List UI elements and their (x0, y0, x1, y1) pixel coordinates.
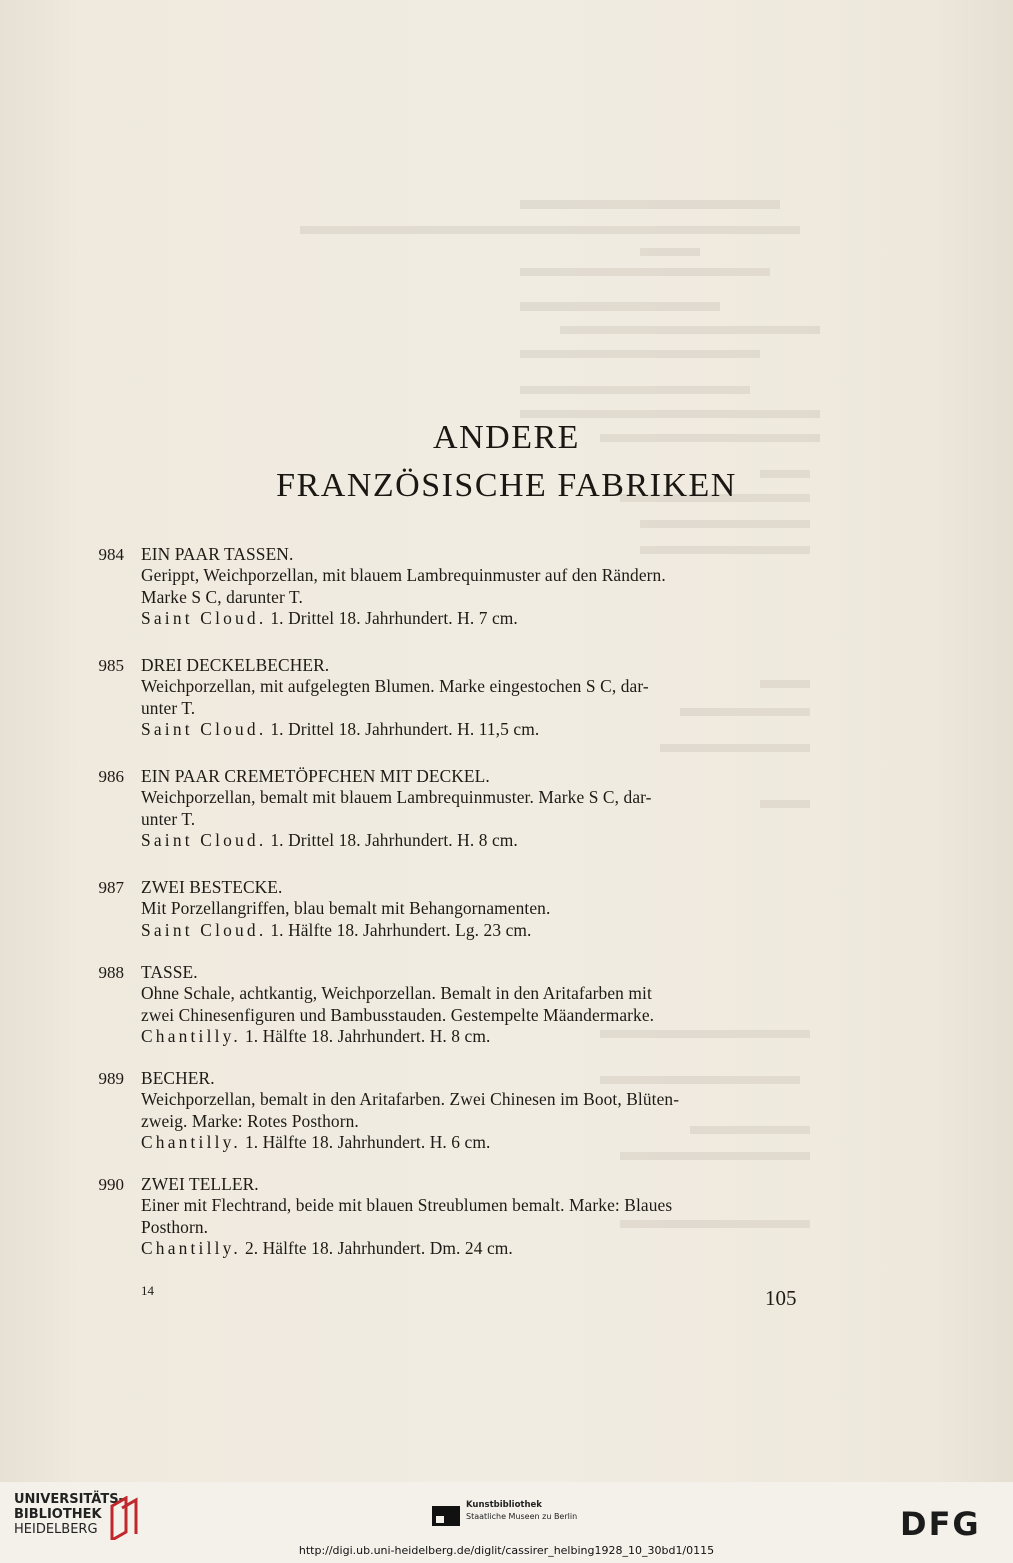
entry-description-line: Ohne Schale, achtkantig, Weichporzellan. Bemalt in den Aritafarben mit (141, 983, 652, 1004)
lot-number: 990 (98, 1175, 124, 1194)
entry-description-line: Posthorn. (141, 1216, 209, 1237)
entry-body (141, 544, 805, 629)
lot-number: 987 (98, 878, 124, 897)
lot-number: 989 (98, 1069, 124, 1088)
entry-details: 1. Hälfte 18. Jahrhundert. H. 6 cm. (244, 1131, 491, 1152)
library-name-line: HEIDELBERG (14, 1522, 98, 1537)
entry-body (141, 962, 805, 1047)
library-name-line: BIBLIOTHEK (14, 1507, 102, 1522)
entry-description-line: zwei Chinesenfiguren und Bambusstauden. Gestempelte Mäandermarke. (141, 1004, 655, 1025)
entry-place: Chantilly. (141, 1131, 241, 1152)
entry-body (141, 766, 805, 851)
entry-details: 1. Drittel 18. Jahrhundert. H. 7 cm. (270, 607, 518, 628)
entry-place: Chantilly. (141, 1025, 241, 1046)
entry-details: 1. Hälfte 18. Jahrhundert. Lg. 23 cm. (270, 919, 532, 940)
entry-description-line: Einer mit Flechtrand, beide mit blauen Streublumen bemalt. Marke: Blaues (141, 1195, 673, 1216)
section-heading-line-1: ANDERE (433, 419, 580, 456)
digitization-footer (0, 1482, 1013, 1563)
entry-title: TASSE. (141, 962, 198, 982)
lot-number: 984 (98, 545, 124, 564)
entry-title: EIN PAAR TASSEN. (141, 544, 294, 564)
signature-mark: 14 (141, 1283, 154, 1298)
entry-place: Saint Cloud. (141, 919, 267, 940)
entry-details: 1. Drittel 18. Jahrhundert. H. 8 cm. (270, 829, 518, 850)
lot-number: 986 (98, 767, 124, 786)
kb-title: Kunstbibliothek (466, 1500, 542, 1510)
section-heading-line-2: FRANZÖSISCHE FABRIKEN (276, 467, 737, 504)
university-library-logo-icon (108, 1496, 140, 1540)
entry-details: 1. Hälfte 18. Jahrhundert. H. 8 cm. (244, 1025, 491, 1046)
source-url-link[interactable]: http://digi.ub.uni-heidelberg.de/diglit/cassirer_helbing1928_10_30bd1/0115 (298, 1544, 715, 1557)
kunstbibliothek-logo-icon (432, 1506, 460, 1526)
entry-details: 1. Drittel 18. Jahrhundert. H. 11,5 cm. (270, 718, 540, 739)
kunstbibliothek-label (466, 1499, 577, 1522)
entry-body (141, 1174, 805, 1259)
entry-description-line: Weichporzellan, bemalt mit blauem Lambrequinmuster. Marke S C, dar- (141, 787, 652, 808)
lot-number: 985 (98, 656, 124, 675)
entry-description-line: Weichporzellan, mit aufgelegten Blumen. Marke eingestochen S C, dar- (141, 676, 649, 697)
dfg-logo: DFG (900, 1505, 981, 1543)
entry-title: ZWEI TELLER. (141, 1174, 259, 1194)
entry-description-line: zweig. Marke: Rotes Posthorn. (141, 1110, 359, 1131)
kb-subtitle: Staatliche Museen zu Berlin (466, 1512, 578, 1521)
entry-body (141, 1068, 805, 1153)
entry-title: ZWEI BESTECKE. (141, 877, 283, 897)
entry-place: Saint Cloud. (141, 829, 267, 850)
lot-number: 988 (98, 963, 124, 982)
library-name-line: UNIVERSITÄTS- (14, 1492, 124, 1507)
entry-description-line: Marke S C, darunter T. (141, 586, 303, 607)
entry-place: Saint Cloud. (141, 718, 267, 739)
entry-title: DREI DECKELBECHER. (141, 655, 330, 675)
entry-description-line: unter T. (141, 697, 196, 718)
entry-body (141, 877, 805, 941)
entry-description-line: Gerippt, Weichporzellan, mit blauem Lambrequinmuster auf den Rändern. (141, 565, 666, 586)
entry-title: BECHER. (141, 1068, 215, 1088)
page-number: 105 (765, 1286, 797, 1310)
entry-details: 2. Hälfte 18. Jahrhundert. Dm. 24 cm. (244, 1237, 513, 1258)
entry-description-line: Mit Porzellangriffen, blau bemalt mit Behangornamenten. (141, 898, 551, 919)
entry-title: EIN PAAR CREMETÖPFCHEN MIT DECKEL. (141, 766, 490, 786)
entry-description-line: Weichporzellan, bemalt in den Aritafarben. Zwei Chinesen im Boot, Blüten- (141, 1089, 680, 1110)
entry-place: Chantilly. (141, 1237, 241, 1258)
entry-place: Saint Cloud. (141, 607, 267, 628)
entry-description-line: unter T. (141, 808, 196, 829)
entry-body (141, 655, 805, 740)
